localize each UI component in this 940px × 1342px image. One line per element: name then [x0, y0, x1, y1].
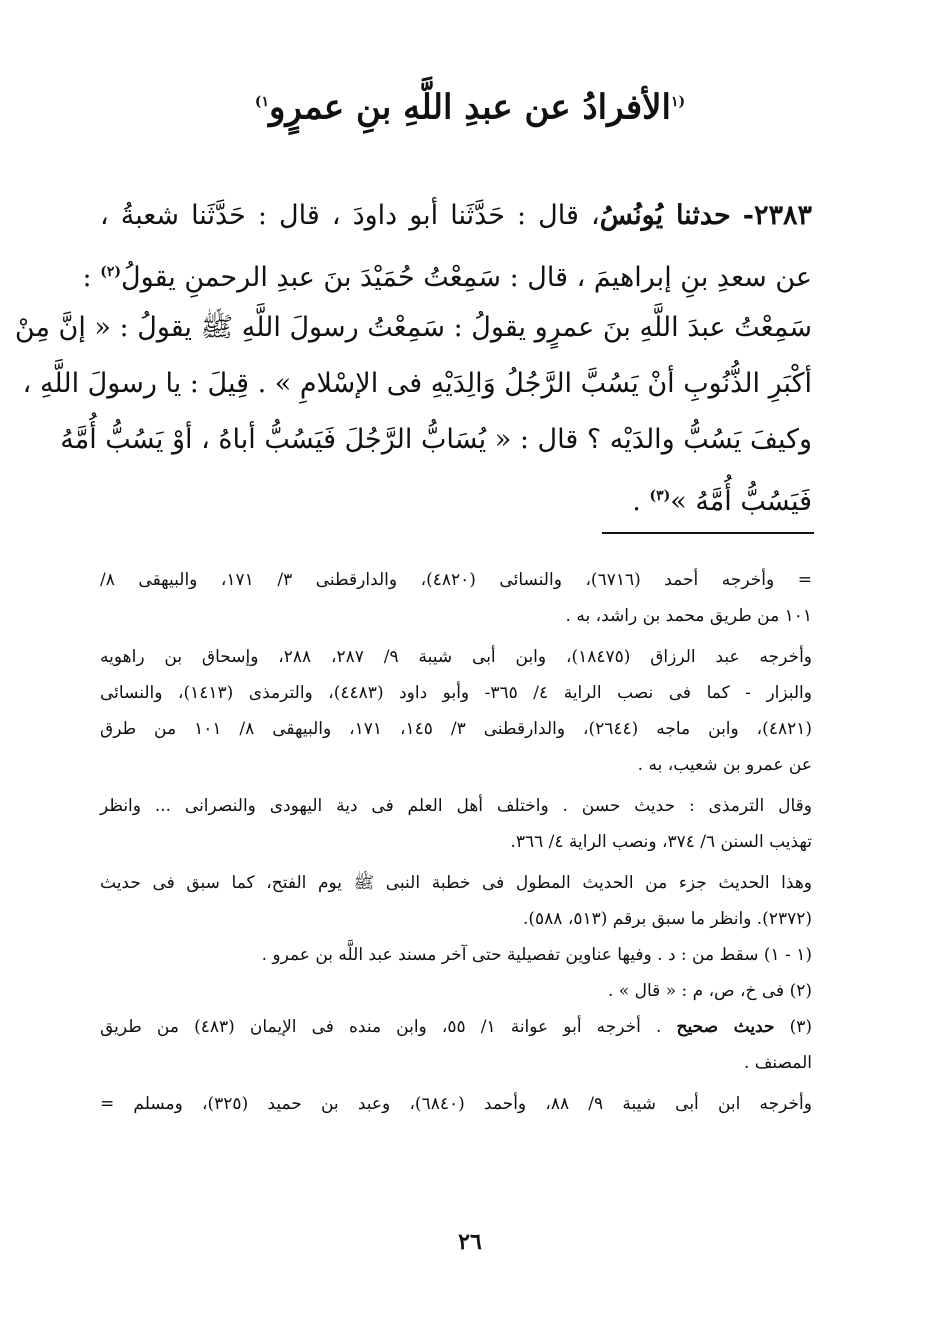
- hadith-line-text: فَيَسُبُّ أُمَّهُ »: [670, 486, 812, 517]
- footnote-line: عن عمرو بن شعيب، به .: [637, 755, 812, 775]
- title-footnote-marker-open: (١: [670, 94, 686, 110]
- hadith-line-text: ، قال : حَدَّثَنا أبو داودَ ، قال : حَدَّثَنا شعبةُ ،: [100, 200, 600, 231]
- hadith-line: أكْبَرِ الذُّنُوبِ أنْ يَسُبَّ الرَّجُلُ وَالِدَيْهِ فى الإسْلامِ » . قِيلَ : يا رسولَ اللَّهِ ،: [22, 368, 812, 399]
- hadith-line-text: .: [632, 486, 650, 517]
- hadith-text: [14, 188, 812, 524]
- footnote-line: وأخرجه عبد الرزاق (١٨٤٧٥)، وابن أبى شيبة ٩/ ٢٨٧، ٢٨٨، وإسحاق بن راهويه: [100, 647, 813, 667]
- footnote-line: (٤٨٢١)، وابن ماجه (٢٦٤٤)، والدارقطنى ٣/ ١٤٥، ١٧١، والبيهقى ٨/ ١٠١ من طرق: [100, 719, 812, 739]
- footnote-line: (١ - ١) سقط من : د . وفيها عناوين تفصيلية حتى آخر مسند عبد اللَّه بن عمرو .: [261, 945, 812, 965]
- footnote-line: وقال الترمذى : حديث حسن . واختلف أهل العلم فى دية اليهودى والنصرانى ... وانظر: [100, 796, 812, 816]
- footnote-line: وأخرجه ابن أبى شيبة ٩/ ٨٨، وأحمد (٦٨٤٠)، وعبد بن حميد (٣٢٥)، ومسلم =: [100, 1094, 812, 1114]
- hadith-line-text: :: [82, 262, 101, 293]
- hadith-line-text: عن سعدِ بنِ إبراهيمَ ، قال : سَمِعْتُ حُمَيْدَ بنَ عبدِ الرحمنِ يقولُ: [121, 262, 812, 293]
- footnote-marker: (٢): [100, 264, 122, 280]
- footnote-line: (٢٣٧٢). وانظر ما سبق برقم (٥١٣، ٥٨٨).: [523, 909, 812, 929]
- footnote-line: [100, 1009, 812, 1045]
- footnote-line: ١٠١ من طريق محمد بن راشد، به .: [565, 606, 812, 626]
- title-footnote-marker-close: ١): [254, 94, 270, 110]
- footnote-line: وهذا الحديث جزء من الحديث المطول فى خطبة النبى ﷺ يوم الفتح، كما سبق فى حديث: [100, 873, 812, 893]
- hadith-line: [100, 188, 812, 244]
- footnote-marker: (٣): [649, 488, 671, 504]
- footnotes: [100, 562, 812, 1122]
- footnote-line: والبزار - كما فى نصب الراية ٤/ ٣٦٥- وأبو داود (٤٤٨٣)، والترمذى (١٤١٣)، والنسائى: [100, 683, 812, 703]
- footnote-divider: [602, 532, 814, 534]
- chapter-title-text: الأفرادُ عن عبدِ اللَّهِ بنِ عمرٍو: [269, 87, 671, 128]
- footnote-text: . أخرجه أبو عوانة ١/ ٥٥، وابن منده فى الإيمان (٤٨٣) من طريق: [100, 1017, 677, 1037]
- footnote-line: (٢) فى خ، ص، م : « قال » .: [608, 981, 812, 1001]
- footnote-number: (٣): [774, 1017, 813, 1037]
- footnote-line: = وأخرجه أحمد (٦٧١٦)، والنسائى (٤٨٢٠)، والدارقطنى ٣/ ١٧١، والبيهقى ٨/: [100, 570, 812, 590]
- hadith-line: [82, 244, 812, 300]
- chapter-title: [0, 72, 940, 137]
- hadith-grade: حديث صحيح: [676, 1017, 775, 1037]
- footnote-line: تهذيب السنن ٦/ ٣٧٤، ونصب الراية ٤/ ٣٦٦.: [510, 832, 812, 852]
- hadith-line: [100, 468, 812, 524]
- footnote-line: المصنف .: [743, 1053, 812, 1073]
- page-number: ٢٦: [458, 1229, 482, 1255]
- hadith-line: سَمِعْتُ عبدَ اللَّهِ بنَ عمرٍو يقولُ : سَمِعْتُ رسولَ اللَّهِ ﷺ يقولُ : « إنَّ مِنْ: [14, 312, 812, 343]
- hadith-narrator-lead: حدثنا يُونُسُ: [599, 200, 731, 231]
- hadith-number: ٢٣٨٣-: [742, 200, 812, 231]
- hadith-line: وكيفَ يَسُبُّ والدَيْه ؟ قال : « يُسَابُّ الرَّجُلَ فَيَسُبُّ أباهُ ، أوْ يَسُبُّ أُمَّهُ: [60, 424, 812, 455]
